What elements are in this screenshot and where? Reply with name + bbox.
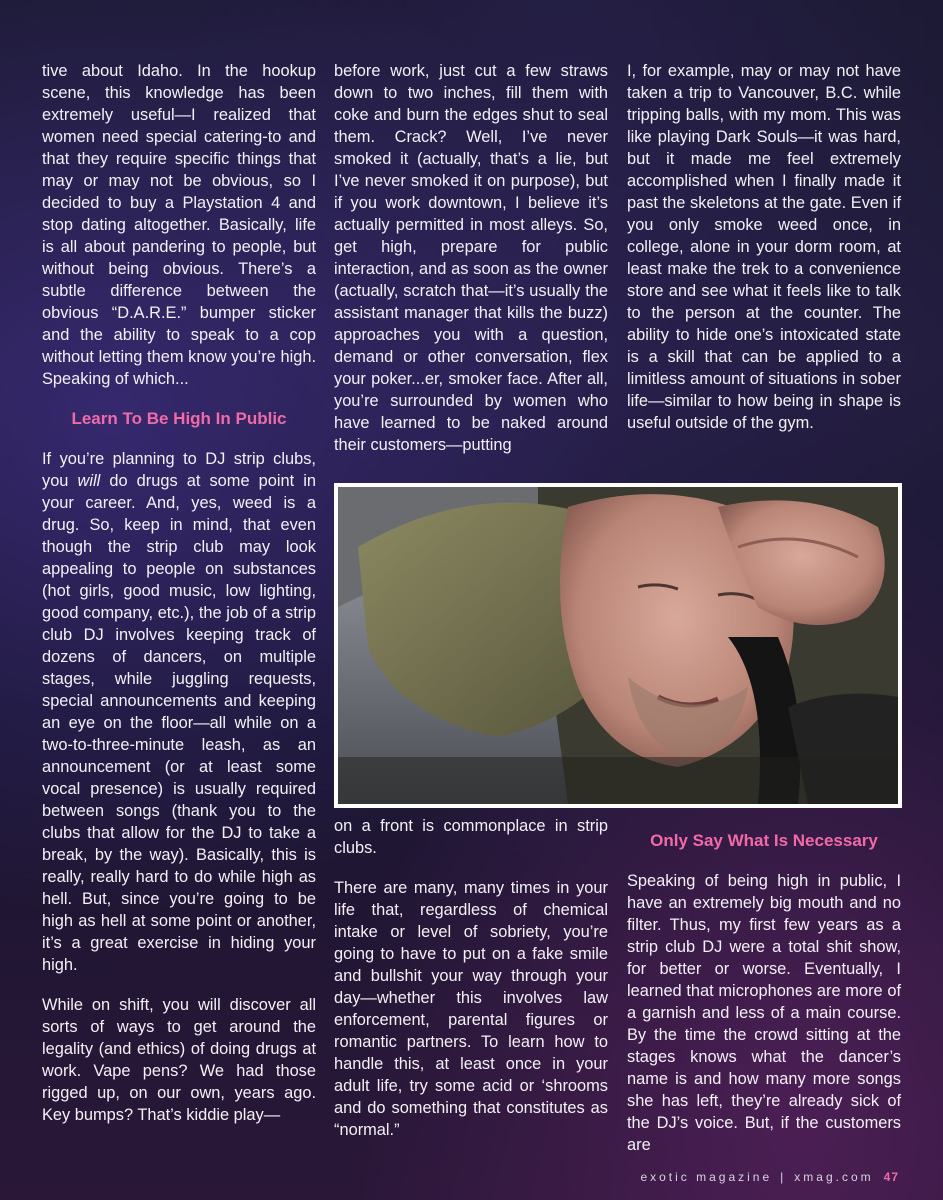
paragraph: before work, just cut a few straws down to two inches, fill them with coke and burn the edges shut to seal them. Crack? Well, I’ve never smoked it (actually, that’s a lie, but I’ve never smoked it on purpose), but if you work downtown, I believe it’s actually permitted in most alleys. So, get high, prepare for public interaction, and as soon as the owner (actually, scratch that—it’s usually the assistant manager that kills the buzz) approaches you with a question, demand or other conversation, flex your poker...er, smoker face. After all, you’re surrounded by women who have learned to be naked around their customers—putting [334, 62, 608, 454]
magazine-name: exotic magazine [640, 1170, 773, 1184]
paragraph: Speaking of being high in public, I have an extremely big mouth and no filter. Thus, my first few years as a strip club DJ were a total shit show, for better or worse. Eventually, I learned that microphones are more of a garnish and less of a main course. By the time the crowd sitting at the stages knows what the dancer’s name is and how many more songs she has left, they’re already sick of the DJ’s voice. But, if the customers are [627, 872, 901, 1154]
article-column-3-continued [627, 830, 901, 1156]
section-heading-only-say-what-is-necessary: Only Say What Is Necessary [650, 831, 878, 850]
article-column-3 [627, 60, 901, 434]
photo-sleeping-man-in-car [334, 483, 902, 808]
paragraph: While on shift, you will discover all sorts of ways to get around the legality (and ethics) of doing drugs at work. Vape pens? We had those rigged up, on our own, years ago. Key bumps? That’s kiddie play— [42, 996, 316, 1124]
paragraph: tive about Idaho. In the hookup scene, this knowledge has been extremely useful—I realized that women need special catering-to and that they require specific things that may or may not be obvious, so I decided to buy a Playstation 4 and stop dating altogether. Basically, life is all about pandering to people, but without being obvious. There’s a subtle difference between the obvious “D.A.R.E.” bumper sticker and the ability to speak to a cop without letting them know you’re high. Speaking of which... [42, 62, 316, 388]
website: xmag.com [794, 1170, 874, 1184]
footer-separator: | [780, 1170, 787, 1184]
paragraph: I, for example, may or may not have taken a trip to Vancouver, B.C. while tripping balls, with my mom. This was like playing Dark Souls—it was hard, but it made me feel extremely accomplished when I finally made it past the skeletons at the gate. Even if you only smoke weed once, in college, alone in your dorm room, at least make the trek to a convenience store and see what it feels like to talk to the person at the counter. The ability to hide one’s intoxicated state is a skill that can be applied to a limitless amount of situations in sober life—similar to how being in shape is useful outside of the gym. [627, 62, 901, 432]
paragraph: If you’re planning to DJ strip clubs, you will do drugs at some point in your career. And, yes, weed is a drug. So, keep in mind, that even though the strip club may look appealing to people on substances (hot girls, good music, low lighting, good company, etc.), the job of a strip club DJ involves keeping track of dozens of dancers, on multiple stages, while juggling requests, special announcements and keeping an eye on the floor—all while on a two-to-three-minute leash, as an announcement (or at least some vocal presence) is usually required between songs (thank you to the clubs that allow for the DJ to take a break, by the way). Basically, this is really, really hard to do while high as hell. But, since you’re going to be high as hell at some point or another, it’s a great exercise in hiding your high. [42, 450, 317, 974]
article-column-2-continued [334, 815, 608, 1141]
page-footer [640, 1170, 899, 1184]
paragraph: on a front is commonplace in strip clubs. [334, 817, 608, 857]
photo-illustration [338, 487, 898, 804]
paragraph: There are many, many times in your life that, regardless of chemical intake or level of sobriety, you’re going to have to put on a fake smile and bullshit your way through your day—whether this involves law enforcement, parental figures or romantic partners. To learn how to handle this, at least once in your adult life, try some acid or ‘shrooms and do something that constitutes as “normal.” [334, 879, 608, 1139]
page-number: 47 [883, 1170, 899, 1184]
article-column-2 [334, 60, 608, 456]
section-heading-learn-to-be-high: Learn To Be High In Public [71, 409, 287, 428]
article-column-1 [42, 60, 316, 1126]
